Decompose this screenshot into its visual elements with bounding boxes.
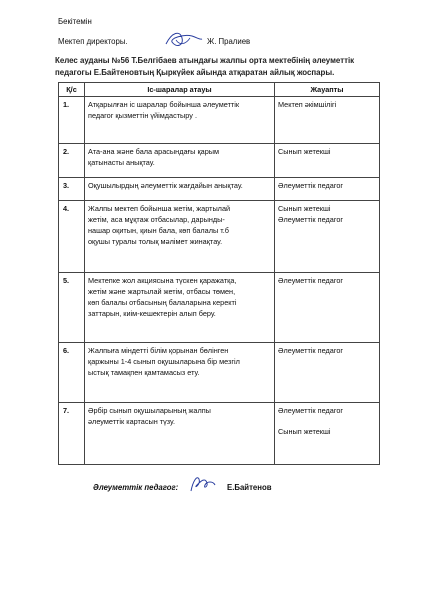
row-responsible: Әлеуметтік педагог Сынып жетекші [275, 403, 380, 465]
row-activity: Оқушылырдың әлеуметтік жағдайын анықтау. [85, 178, 275, 201]
row-activity: Мектепке жол акциясына түскен қаражатқа, жетім және жартылай жетім, отбасы төмен, көп балалы отбасының балаларына керекті заттарын, киім-кешектерін алып беру. [85, 273, 275, 343]
title-line-2: педагогы Е.Байтеновтың Қыркүйек айында атқаратан айлық жоспары. [55, 68, 335, 77]
row-responsible: Әлеуметтік педагог [275, 273, 380, 343]
table-row [59, 178, 380, 201]
row-responsible: Сынып жетекші [275, 144, 380, 178]
header-responsible: Жауапты [275, 83, 380, 97]
row-number: 2. [59, 144, 85, 178]
director-role: Мектеп директоры. [58, 37, 128, 46]
table-row [59, 273, 380, 343]
row-activity: Жалпы мектеп бойынша жетім, жартылай жетім, аса мұқтаж отбасылар, дарынды- нашар оқитын, қиын бала, көп балалы т.б оқушы туралы толық мәлімет жинақтау. [85, 201, 275, 273]
row-activity: Ата-ана және бала арасындағы қарым қатынасты анықтау. [85, 144, 275, 178]
row-number: 6. [59, 343, 85, 403]
table-row [59, 201, 380, 273]
title-line-1: Келес ауданы №56 Т.Белгібаев атындағы жалпы орта мектебінің әлеуметтік [55, 56, 355, 65]
plan-table [58, 82, 380, 465]
row-activity: Әрбір сынып оқушыларының жалпы әлеуметтік картасын түзу. [85, 403, 275, 465]
director-signature [162, 28, 204, 50]
director-name: Ж. Пралиев [207, 37, 251, 46]
table-row [59, 403, 380, 465]
row-number: 1. [59, 97, 85, 144]
footer-name: Е.Байтенов [227, 483, 272, 492]
row-responsible: Мектеп әкімшілігі [275, 97, 380, 144]
footer-role: Әлеуметтік педагог: [93, 483, 179, 492]
row-activity: Атқарылған іс шаралар бойынша әлеуметтік педагог қызметтін үйімдастыру . [85, 97, 275, 144]
row-responsible: Сынып жетекші Әлеуметтік педагог [275, 201, 380, 273]
row-responsible: Әлеуметтік педагог [275, 178, 380, 201]
row-number: 7. [59, 403, 85, 465]
table-header-row [59, 83, 380, 97]
table-row [59, 343, 380, 403]
header-number: Қ/с [59, 83, 85, 97]
row-number: 3. [59, 178, 85, 201]
approval-label: Бекітемін [58, 17, 92, 26]
row-number: 5. [59, 273, 85, 343]
row-responsible: Әлеуметтік педагог [275, 343, 380, 403]
row-number: 4. [59, 201, 85, 273]
header-activity: Іс-шаралар атауы [85, 83, 275, 97]
pedagogue-signature [185, 473, 219, 495]
table-row [59, 97, 380, 144]
document-title [55, 55, 395, 79]
table-row [59, 144, 380, 178]
row-activity: Жалпыға міндетті білім қорынан бөлінген қаржыны 1-4 сынып оқушыларына бір мезгіл ыстық тамақпен қамтамасыз ету. [85, 343, 275, 403]
